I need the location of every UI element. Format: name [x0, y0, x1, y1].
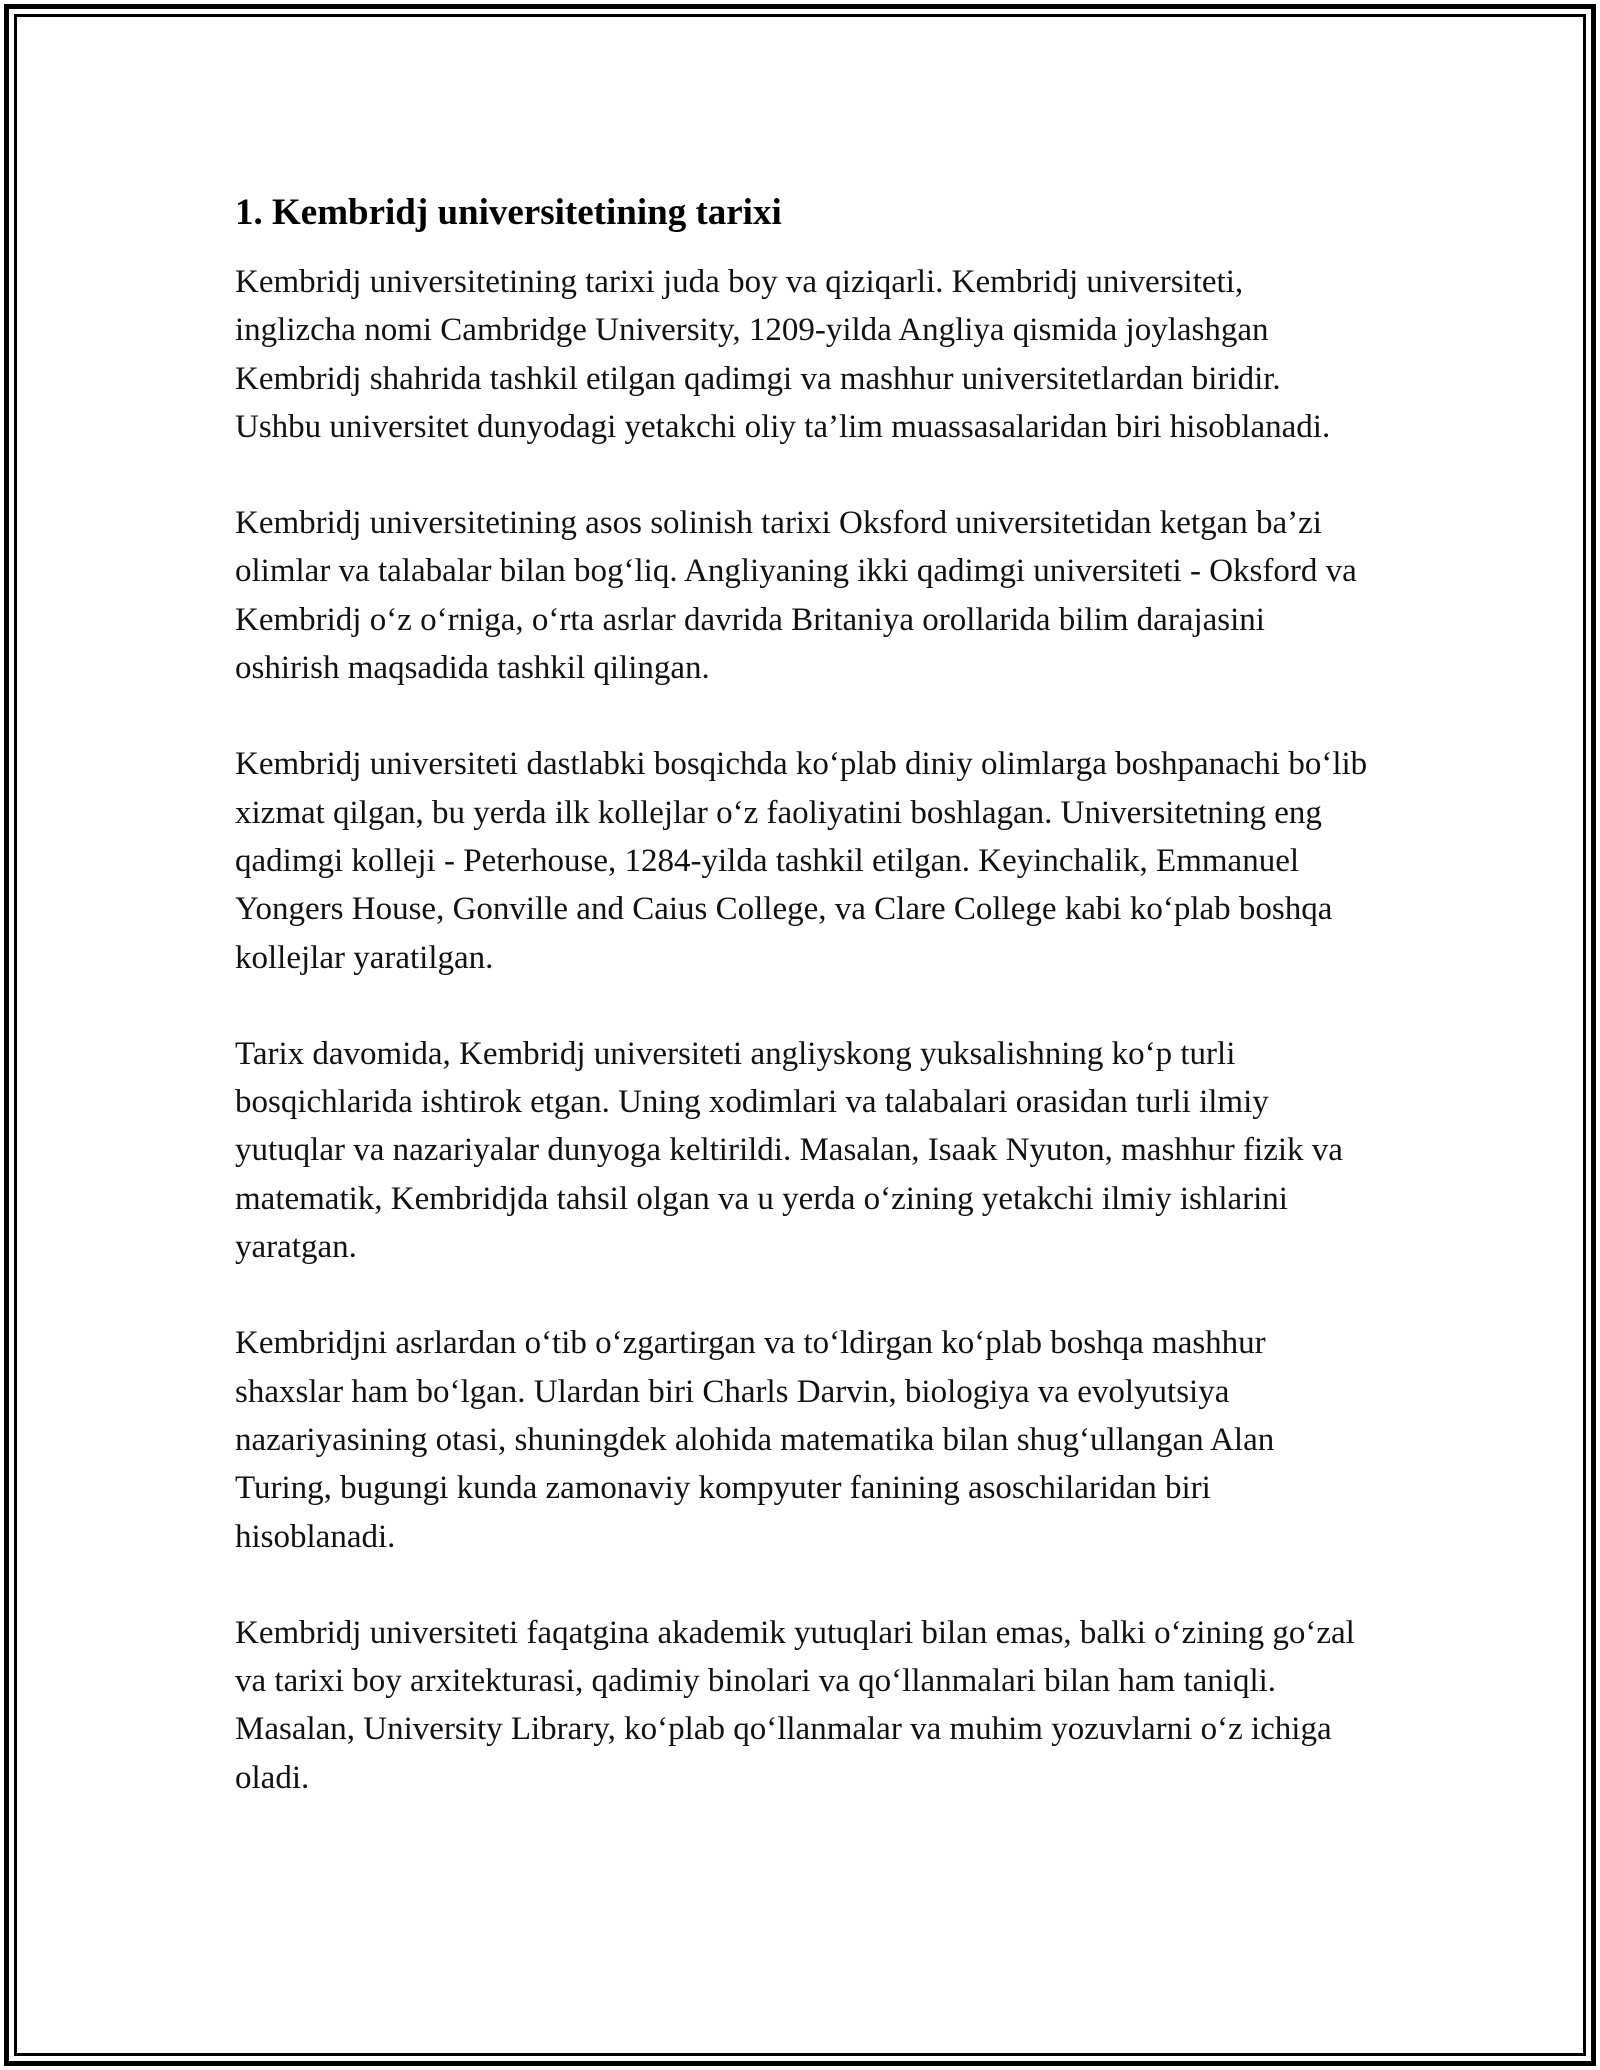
paragraph: Tarix davomida, Kembridj universiteti angliyskong yuksalishning ko‘p turli bosqichlarida ishtirok etgan. Uning xodimlari va talabalari orasidan turli ilmiy yutuqlar va nazariyalar dunyoga keltirildi. Masalan, Isaak Nyuton, mashhur fizik va matematik, Kembridjda tahsil olgan va u yerda o‘zining yetakchi ilmiy ishlarini yaratgan.: [235, 1035, 1343, 1266]
paragraph: Kembridj universitetining tarixi juda boy va qiziqarli. Kembridj universiteti, inglizcha nomi Cambridge University, 1209-yilda Angliya qismida joylashgan Kembridj shahrida tashkil etilgan qadimgi va mashhur universitetlardan biridir. Ushbu universitet dunyodagi yetakchi oliy ta’lim muassasalaridan biri hisoblanadi.: [235, 264, 1331, 445]
paragraph: Kembridj universitetining asos solinish tarixi Oksford universitetidan ketgan ba’zi olimlar va talabalar bilan bog‘liq. Angliyaning ikki qadimgi universiteti - Oksford va Kembridj o‘z o‘rniga, o‘rta asrlar davrida Britaniya orollarida bilim darajasini oshirish maqsadida tashkil qilingan.: [235, 505, 1357, 687]
document-body: [235, 188, 1370, 1802]
paragraph: Kembridj universiteti faqatgina akademik yutuqlari bilan emas, balki o‘zining go‘zal va tarixi boy arxitekturasi, qadimiy binolari va qo‘llanmalari bilan ham taniqli. Masalan, University Library, ko‘plab qo‘llanmalar va muhim yozuvlarni o‘z ichiga oladi.: [235, 1614, 1355, 1796]
paragraph: Kembridj universiteti dastlabki bosqichda ko‘plab diniy olimlarga boshpanachi bo‘lib xizmat qilgan, bu yerda ilk kollejlar o‘z faoliyatini boshlagan. Universitetning eng qadimgi kolleji - Peterhouse, 1284-yilda tashkil etilgan. Keyinchalik, Emmanuel Yongers House, Gonville and Caius College, va Clare College kabi ko‘plab boshqa kollejlar yaratilgan.: [235, 746, 1368, 976]
paragraph: Kembridjni asrlardan o‘tib o‘zgartirgan va to‘ldirgan ko‘plab boshqa mashhur shaxslar ham bo‘lgan. Ulardan biri Charls Darvin, biologiya va evolyutsiya nazariyasining otasi, shuningdek alohida matematika bilan shug‘ullangan Alan Turing, bugungi kunda zamonaviy kompyuter fanining asoschilaridan biri hisoblanadi.: [235, 1325, 1275, 1555]
section-heading: 1. Kembridj universitetining tarixi: [235, 192, 782, 233]
